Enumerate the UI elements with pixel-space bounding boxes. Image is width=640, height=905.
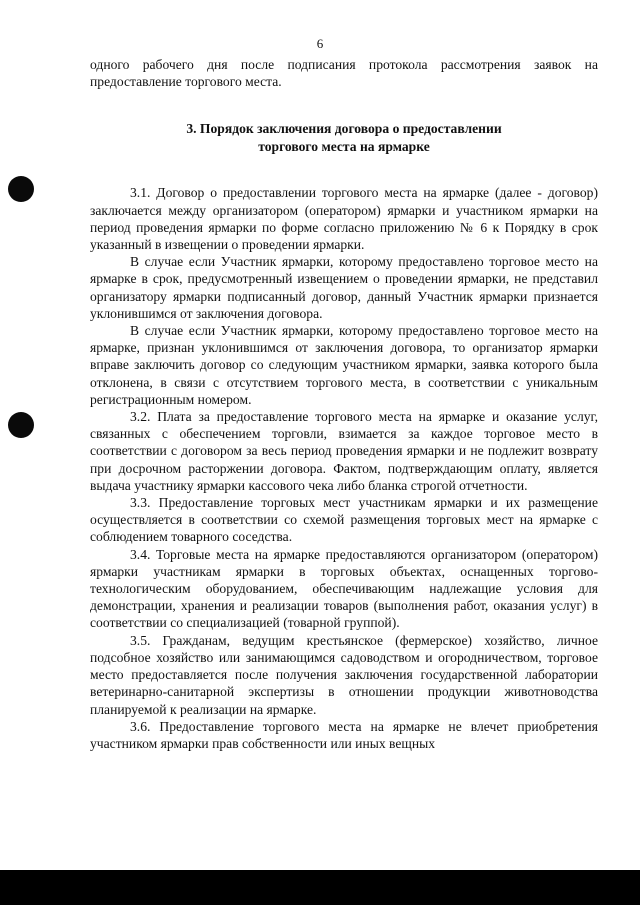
- paragraph-3-6: 3.6. Предоставление торгового места на ярмарке не влечет приобретения участником ярмарки прав собственности или иных вещных: [90, 718, 598, 751]
- punch-hole-mark: [8, 176, 34, 202]
- paragraph-3-1-evasion: В случае если Участник ярмарки, которому предоставлено торговое место на ярмарке в срок, предусмотренный извещением о проведении ярмарки, не представил организатору ярмарки подписанный договор, данный Участник ярмарки признается уклонившимся от заключения договора.: [90, 254, 598, 321]
- page-number: 6: [316, 36, 324, 51]
- paragraph-3-2: 3.2. Плата за предоставление торгового места на ярмарке и оказание услуг, связанных с обеспечением торговли, взимается за каждое торговое место в соответствии с договором за весь период проведения ярмарки и не подлежит возврату при досрочном расторжении договора. Фактом, подтверждающим оплату, является выдача участнику ярмарки кассового чека либо бланка строгой отчетности.: [90, 409, 598, 493]
- document-body: [90, 56, 598, 752]
- paragraph-3-3: 3.3. Предоставление торговых мест участникам ярмарки и их размещение осуществляется в соответствии со схемой размещения торговых мест на ярмарке с соблюдением товарного соседства.: [90, 495, 598, 545]
- section-title-line-1: 3. Порядок заключения договора о предоставлении: [186, 121, 502, 137]
- paragraph-3-5: 3.5. Гражданам, ведущим крестьянское (фермерское) хозяйство, личное подсобное хозяйство или занимающимся садоводством и огородничеством, торговое место предоставляется после получения заключения государственной лаборатории ветеринарно-санитарной экспертизы в отношении продукции животноводства планируемой к реализации на ярмарке.: [90, 632, 598, 717]
- punch-hole-mark: [8, 412, 34, 438]
- intro-paragraph: одного рабочего дня после подписания протокола рассмотрения заявок на предоставление торгового места.: [90, 57, 598, 90]
- paragraph-3-4: 3.4. Торговые места на ярмарке предоставляются организатором (оператором) ярмарки участникам ярмарки в торговых объектах, оснащенных торгово-технологическим оборудованием, обеспечивающим надлежащие условия для демонстрации, хранения и реализации товаров (выполнения работ, оказания услуг) в соответствии со специализацией (товарной группой).: [90, 546, 598, 631]
- paragraph-3-1: 3.1. Договор о предоставлении торгового места на ярмарке (далее - договор) заключается между организатором (оператором) ярмарки и участником ярмарки на период проведения ярмарки по форме согласно приложению № 6 к Порядку в срок указанный в извещении о проведении ярмарки.: [90, 185, 598, 253]
- paragraph-3-1-next-participant: В случае если Участник ярмарки, которому предоставлено торговое место на ярмарке, признан уклонившимся от заключения договора, то организатор ярмарки вправе заключить договор со следующим участником ярмарки, заявка которого была отклонена, в связи с отсутствием торгового места, в соответствии с уникальным регистрационным номером.: [90, 323, 598, 407]
- section-title-line-2: торгового места на ярмарке: [258, 139, 430, 155]
- scan-bottom-edge: [0, 870, 640, 905]
- section-title: [90, 120, 598, 156]
